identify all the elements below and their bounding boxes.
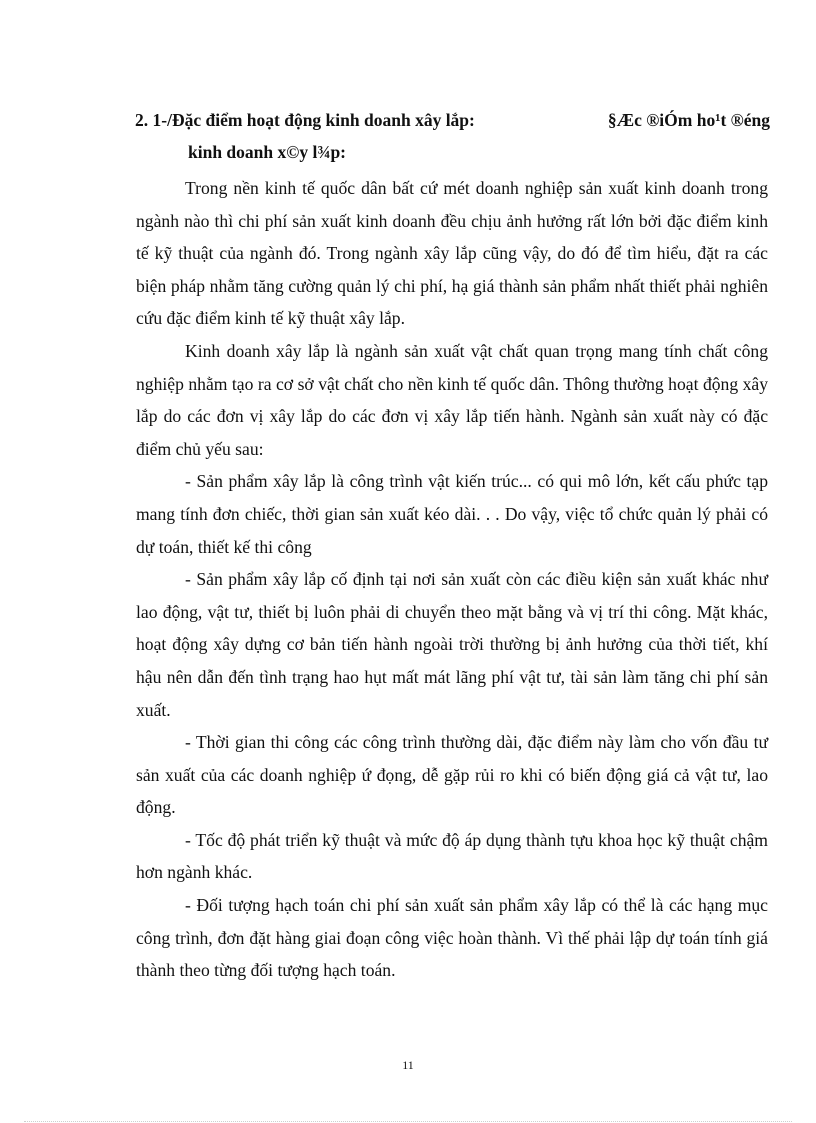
section-heading-line-2 xyxy=(135,136,770,168)
page-bottom-divider xyxy=(24,1121,792,1122)
list-item-tech-progress: - Tốc độ phát triển kỹ thuật và mức độ áp dụng thành tựu khoa học kỹ thuật chậm hơn ngành khác. xyxy=(136,829,768,883)
paragraph-intro: Trong nền kinh tế quốc dân bất cứ mét doanh nghiệp sản xuất kinh doanh trong ngành nào thì chi phí sản xuất kinh doanh đều chịu ảnh hưởng rất lớn bởi đặc điểm kinh tế kỹ thuật của ngành đó. Trong ngành xây lắp cũng vậy, do đó để tìm hiểu, đặt ra các biện pháp nhằm tăng cường quản lý chi phí, hạ giá thành sản phẩm nhất thiết phải nghiên cứu đặc điểm kinh tế kỹ thuật xây lắp. xyxy=(136,178,768,329)
body-text xyxy=(136,172,768,987)
paragraph-construction-business: Kinh doanh xây lắp là ngành sản xuất vật chất quan trọng mang tính chất công nghiệp nhằm tạo ra cơ sở vật chất cho nền kinh tế quốc dân. Thông thường hoạt động xây lắp do các đơn vị xây lắp do các đơn vị xây lắp tiến hành. Ngành sản xuất này có đặc điểm chủ yếu sau: xyxy=(136,340,768,459)
list-item-cost-object: - Đối tượng hạch toán chi phí sản xuất sản phẩm xây lắp có thể là các hạng mục công trình, đơn đặt hàng giai đoạn công việc hoàn thành. Vì thế phải lập dự toán tính giá thành theo từng đối tượng hạch toán. xyxy=(136,895,768,981)
section-heading xyxy=(135,104,770,168)
section-heading-garbled-part-1: §Æc ®iÓm ho¹t ®éng xyxy=(607,110,770,130)
page-number: 11 xyxy=(402,1058,414,1072)
section-heading-line-1 xyxy=(135,104,770,136)
section-heading-garbled-part-2: kinh doanh x©y l¾p: xyxy=(188,142,347,162)
list-item-product-scale: - Sản phẩm xây lắp là công trình vật kiến trúc... có qui mô lớn, kết cấu phức tạp mang tính đơn chiếc, thời gian sản xuất kéo dài. . . Do vậy, việc tổ chức quản lý phải có dự toán, thiết kế thi công xyxy=(136,471,768,557)
list-item-fixed-location: - Sản phẩm xây lắp cố định tại nơi sản xuất còn các điều kiện sản xuất khác như lao động, vật tư, thiết bị luôn phải di chuyển theo mặt bằng và vị trí thi công. Mặt khác, hoạt động xây dựng cơ bản tiến hành ngoài trời thường bị ảnh hưởng của thời tiết, khí hậu nên dẫn đến tình trạng hao hụt mất mát lãng phí vật tư, tài sản làm tăng chi phí sản xuất. xyxy=(136,569,768,720)
section-heading-title: 2. 1-/Đặc điểm hoạt động kinh doanh xây lắp: xyxy=(135,110,475,130)
list-item-long-duration: - Thời gian thi công các công trình thường dài, đặc điểm này làm cho vốn đầu tư sản xuất của các doanh nghiệp ứ đọng, dễ gặp rủi ro khi có biến động giá cả vật tư, lao động. xyxy=(136,732,768,818)
